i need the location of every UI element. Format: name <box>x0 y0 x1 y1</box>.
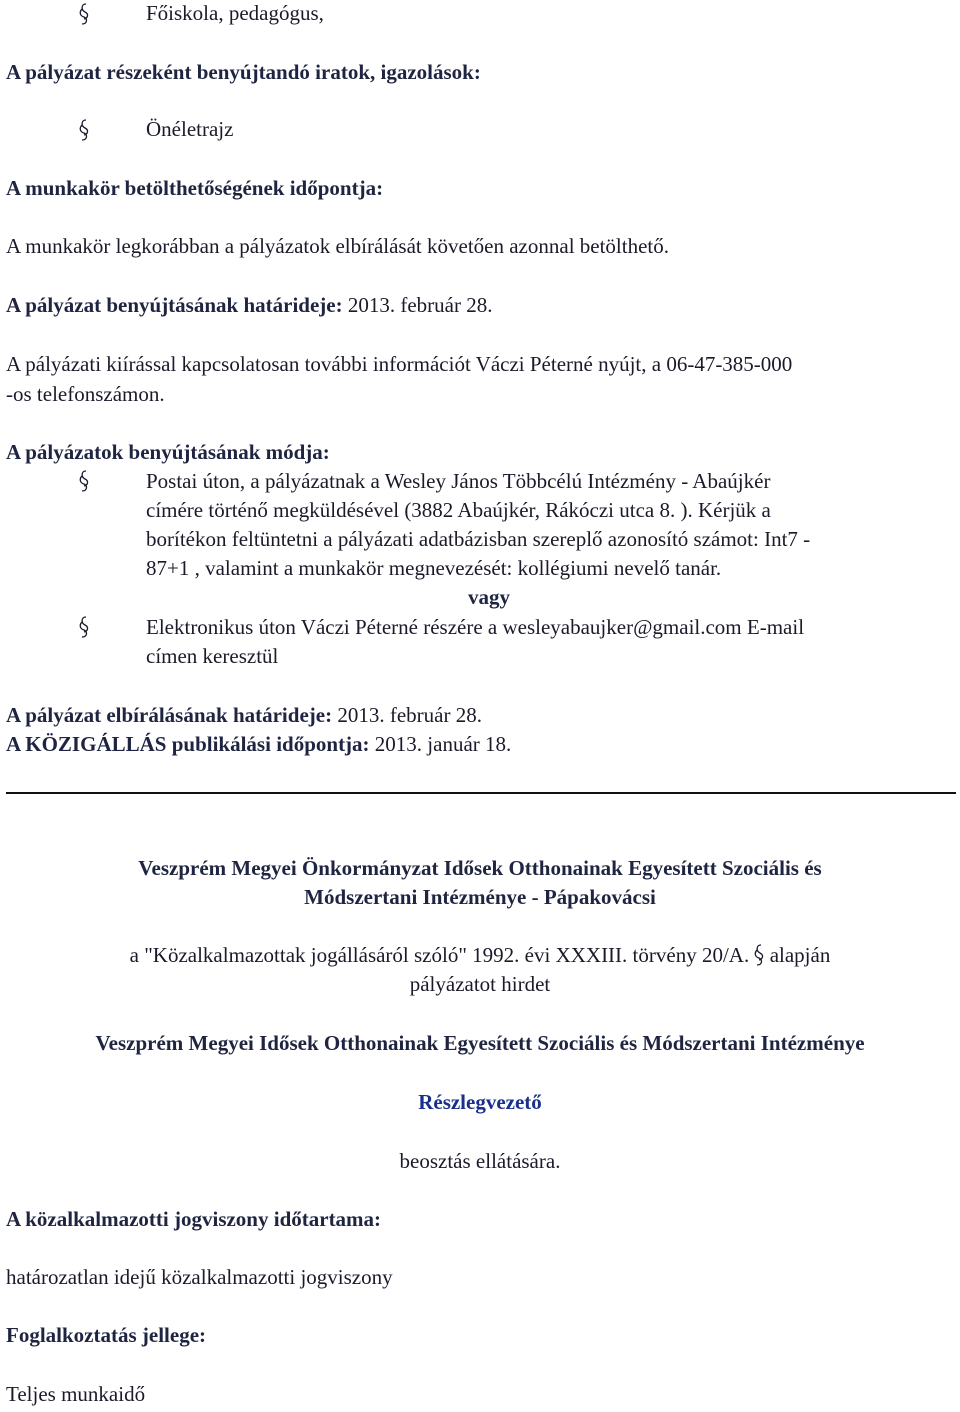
or-text: vagy <box>468 585 510 609</box>
section-mark-icon <box>79 615 89 639</box>
law-text: a "Közalkalmazottak jogállásáról szóló" 1992. évi XXXIII. törvény 20/A. <box>129 943 750 967</box>
section-mark-icon <box>79 469 89 493</box>
qualification-item: Főiskola, pedagógus, <box>146 1 324 25</box>
section-mark-icon <box>79 118 89 142</box>
deadline-value: 2013. február 28. <box>342 293 493 317</box>
submit-heading: A pályázatok benyújtásának módja: <box>6 440 330 464</box>
section-mark-icon <box>754 943 764 967</box>
post-line: címére történő megküldésével (3882 Abaújkér, Rákóczi utca 8. ). Kérjük a <box>146 498 771 522</box>
duration-value: határozatlan idejű közalkalmazotti jogviszony <box>6 1265 393 1289</box>
divider <box>6 792 956 794</box>
deadline-label: A pályázat benyújtásának határideje: <box>6 293 343 317</box>
publication-label: A KÖZIGÁLLÁS publikálási időpontja: <box>6 732 370 756</box>
deadline-line <box>6 292 492 318</box>
docs-item: Önéletrajz <box>146 117 234 141</box>
position-title: Részlegvezető <box>418 1090 542 1114</box>
publication-line <box>6 731 511 757</box>
publication-value: 2013. január 18. <box>369 732 512 756</box>
position-suffix: beosztás ellátására. <box>399 1149 561 1173</box>
docs-heading: A pályázat részeként benyújtandó iratok, igazolások: <box>6 60 481 84</box>
institution-name: Veszprém Megyei Idősek Otthonainak Egyesített Szociális és Módszertani Intézménye <box>95 1031 865 1055</box>
info-line-1: A pályázati kiírással kapcsolatosan további információt Váczi Péterné nyújt, a 06-47-385-000 <box>6 352 793 376</box>
employment-value: Teljes munkaidő <box>6 1382 146 1406</box>
employment-heading: Foglalkoztatás jellege: <box>6 1323 207 1347</box>
section-mark-icon <box>79 2 89 26</box>
info-line-2: -os telefonszámon. <box>6 382 165 406</box>
law-line <box>0 942 960 968</box>
evaluation-value: 2013. február 28. <box>332 703 482 727</box>
email-line: címen keresztül <box>146 644 279 668</box>
post-line: borítékon feltüntetni a pályázati adatbázisban szereplő azonosító számot: Int7 - <box>146 527 811 551</box>
email-line: Elektronikus úton Váczi Péterné részére a wesleyabaujker@gmail.com E-mail <box>146 615 805 639</box>
duration-heading: A közalkalmazotti jogviszony időtartama: <box>6 1207 382 1231</box>
announce-text: pályázatot hirdet <box>409 972 551 996</box>
fill-heading: A munkakör betölthetőségének időpontja: <box>6 176 384 200</box>
fill-text: A munkakör legkorábban a pályázatok elbírálását követően azonnal betölthető. <box>6 234 670 258</box>
post-line: Postai úton, a pályázatnak a Wesley János Többcélú Intézmény - Abaújkér <box>146 469 771 493</box>
org-title-line-2: Módszertani Intézménye - Pápakovácsi <box>304 885 656 909</box>
post-line: 87+1 , valamint a munkakör megnevezését: kollégiumi nevelő tanár. <box>146 556 722 580</box>
org-title-line-1: Veszprém Megyei Önkormányzat Idősek Otthonainak Egyesített Szociális és <box>138 856 822 880</box>
law-text-suffix: alapján <box>764 943 831 967</box>
evaluation-line <box>6 702 482 728</box>
evaluation-label: A pályázat elbírálásának határideje: <box>6 703 333 727</box>
